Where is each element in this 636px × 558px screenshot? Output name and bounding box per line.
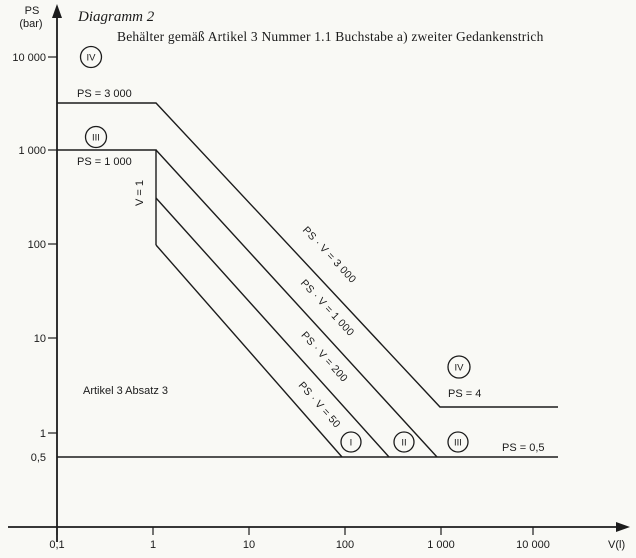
x-tick-label-1000: 1 000	[427, 539, 455, 551]
region-numeral-i: I	[349, 437, 353, 449]
y-tick-label-10000: 10 000	[12, 52, 46, 64]
x-axis-label: V(l)	[608, 539, 626, 551]
y-tick-label-100: 100	[27, 239, 46, 251]
page-title: Diagramm 2	[78, 9, 155, 25]
y-axis-unit: PS	[24, 5, 40, 17]
label-ps-4: PS = 4	[448, 388, 482, 400]
page-subtitle: Behälter gemäß Artikel 3 Nummer 1.1 Buchstabe a) zweiter Gedankenstrich	[117, 29, 544, 44]
label-ps-1000: PS = 1 000	[77, 156, 132, 168]
label-ps-0-5: PS = 0,5	[502, 442, 545, 454]
label-artikel-3-absatz-3: Artikel 3 Absatz 3	[83, 385, 168, 397]
x-tick-label-10000: 10 000	[516, 539, 550, 551]
label-v-1: V = 1	[134, 180, 146, 206]
label-psv-200: PS · V = 200	[298, 329, 350, 385]
region-numeral-iii-left: III	[92, 132, 100, 144]
y-tick-label-0-5: 0,5	[30, 452, 46, 464]
y-tick-label-1000: 1 000	[18, 145, 46, 157]
region-numeral-ii: II	[401, 437, 407, 449]
label-psv-50: PS · V = 50	[295, 379, 343, 431]
label-ps-3000: PS = 3 000	[77, 88, 132, 100]
y-tick-label-10: 10	[33, 333, 46, 345]
region-numeral-iv-top: IV	[86, 52, 96, 64]
region-numeral-iii-right: III	[454, 437, 462, 449]
x-tick-label-10: 10	[242, 539, 256, 551]
x-tick-label-0-1: 0,1	[49, 539, 65, 551]
x-tick-label-100: 100	[335, 539, 355, 551]
label-psv-1000: PS · V = 1 000	[297, 277, 357, 339]
y-axis-unit-bar: (bar)	[19, 18, 43, 30]
label-psv-3000: PS · V = 3 000	[299, 224, 359, 286]
x-tick-label-1: 1	[149, 539, 157, 551]
region-numeral-iv-right: IV	[454, 362, 464, 374]
y-tick-label-1: 1	[39, 428, 46, 440]
